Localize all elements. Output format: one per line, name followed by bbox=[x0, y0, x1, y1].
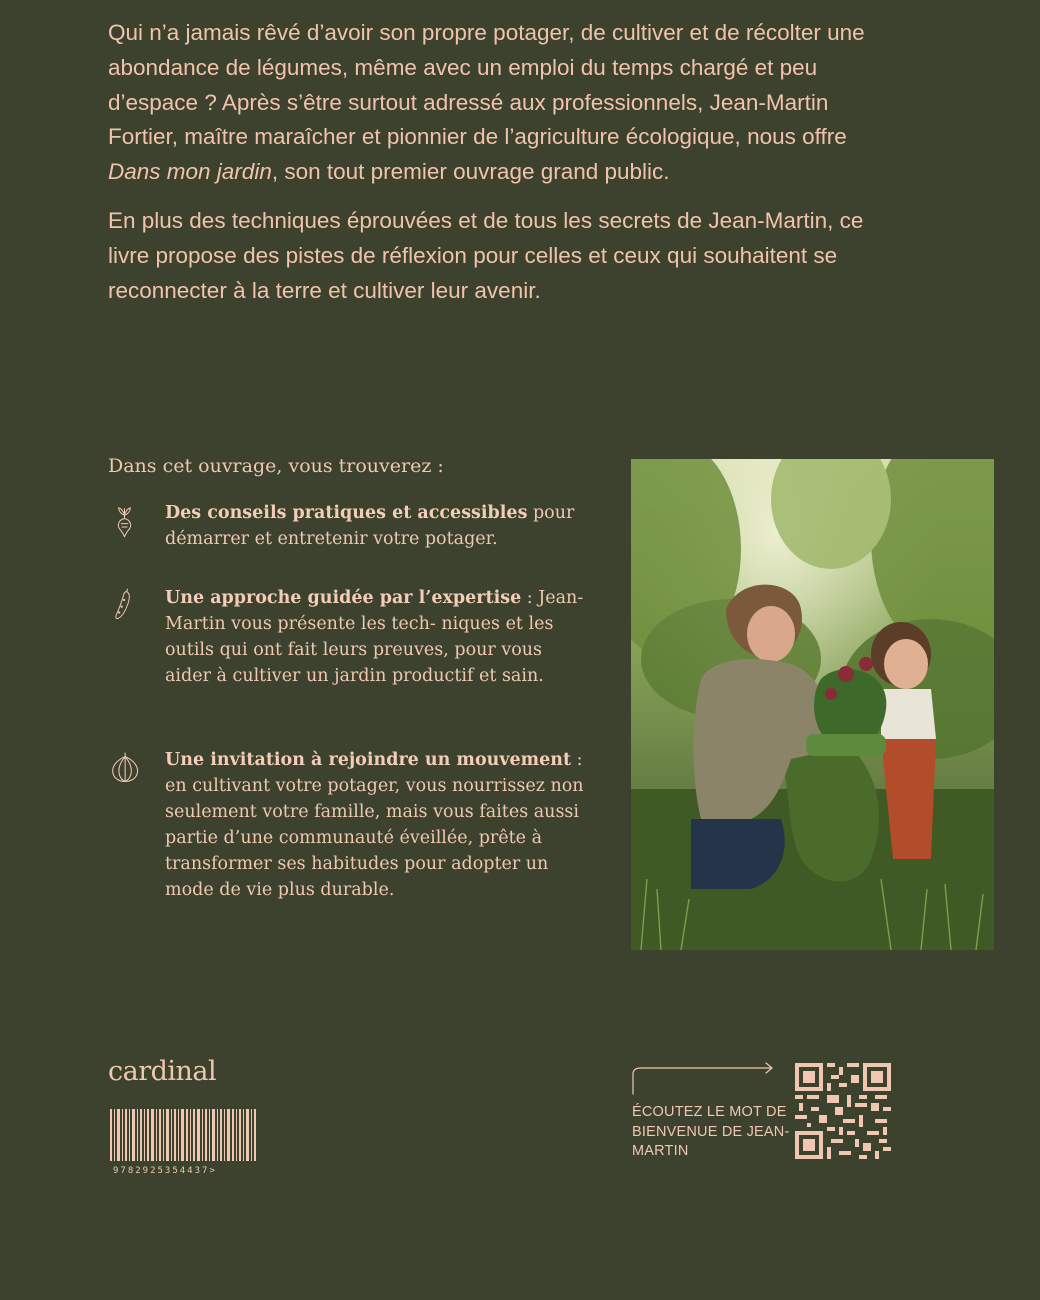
barcode bbox=[110, 1109, 258, 1161]
book-title: Dans mon jardin bbox=[108, 159, 272, 185]
list-item-invitation: Une invitation à rejoindre un mouvement : en cultivant votre potager, vous nourrissez non seulement votre famille, mais vous faites aussi partie d’une communauté éveillée, prête à transformer ses habitudes pour adopter un mode de vie plus durable. bbox=[108, 747, 588, 903]
back-cover-intro bbox=[108, 16, 888, 322]
beet-icon bbox=[112, 502, 142, 542]
onion-icon bbox=[110, 751, 142, 787]
qr-code[interactable] bbox=[795, 1063, 891, 1159]
intro-paragraph-1: Qui n’a jamais rêvé d’avoir son propre potager, de cultiver et de récolter une abondance de légumes, même avec un emploi du temps chargé et peu d’espace ? Après s’être surtout adressé aux professionnels, Jean-Martin Fortier, maître maraîcher et pionnier de l’agriculture écologique, nous offre Dans mon jardin, son tout premier ouvrage grand public. bbox=[108, 20, 865, 185]
listen-welcome-label: ÉCOUTEZ LE MOT DE BIENVENUE DE JEAN-MARTIN bbox=[632, 1104, 790, 1159]
list-item-guided-approach: Une approche guidée par l’expertise : Jean-Martin vous présente les tech- niques et les outils qui ont fait leurs preuves, pour vous aider à cultiver un jardin productif et sain. bbox=[108, 585, 588, 689]
publisher-logo: cardinal bbox=[108, 1056, 217, 1087]
list-item-practical-advice: Des conseils pratiques et accessibles pour démarrer et entretenir votre potager. bbox=[108, 500, 588, 552]
isbn-number: 9782925354437> bbox=[113, 1166, 217, 1176]
cucumber-icon bbox=[110, 585, 140, 625]
garden-photo bbox=[631, 459, 994, 950]
list-intro: Dans cet ouvrage, vous trouverez : bbox=[108, 455, 444, 477]
intro-paragraph-2: En plus des techniques éprouvées et de tous les secrets de Jean-Martin, ce livre propose des pistes de réflexion pour celles et ceux qui souhaitent se reconnecter à la terre et cultiver leur avenir. bbox=[108, 207, 864, 303]
arrow-right-icon bbox=[631, 1062, 776, 1096]
